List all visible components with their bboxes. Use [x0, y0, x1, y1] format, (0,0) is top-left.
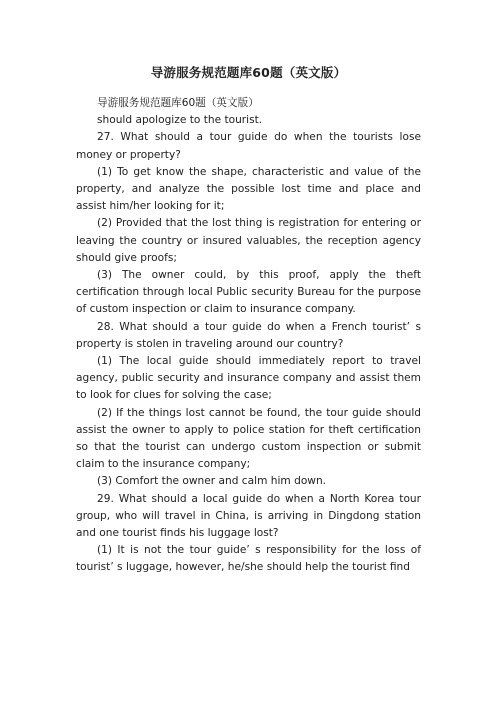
document-title: 导游服务规范题库60题（英文版）: [150, 65, 347, 80]
paragraph: (1) The local guide should immediately report to travel agency, public security and insurance company and assist them to look for clues for solving the case;: [76, 355, 421, 402]
paragraph: 导游服务规范题库60题（英文版）: [97, 97, 259, 109]
paragraph: should apologize to the tourist.: [97, 114, 263, 127]
paragraph: (2) Provided that the lost thing is registration for entering or leaving the country or insured valuables, the reception agency should give proofs;: [76, 217, 421, 264]
paragraph: (1) To get know the shape, characteristic and value of the property, and analyze the possible lost time and place and assist him/her looking for it;: [76, 165, 421, 213]
paragraph: 29. What should a local guide do when a North Korea tour group, who will travel in China, is arriving in Dingdong station and one tourist finds his luggage lost?: [76, 492, 421, 540]
paragraph: (3) Comfort the owner and calm him down.: [97, 475, 327, 488]
paragraph: 27. What should a tour guide do when the tourists lose money or property?: [76, 131, 421, 161]
paragraph: (3) The owner could, by this proof, apply the theft certification through local Public security Bureau for the purpose of custom inspection or claim to insurance company.: [76, 269, 421, 316]
paragraph: (2) If the things lost cannot be found, the tour guide should assist the owner to apply to police station for theft certification so that the tourist can undergo custom inspection or submit claim to the insurance company;: [76, 406, 421, 471]
paragraph: 28. What should a tour guide do when a French tourist’ s property is stolen in traveling around our country?: [76, 320, 421, 350]
document-body: [76, 95, 421, 577]
paragraph: (1) It is not the tour guide’ s responsibility for the loss of tourist’ s luggage, however, he/she should help the tourist find: [76, 544, 421, 574]
